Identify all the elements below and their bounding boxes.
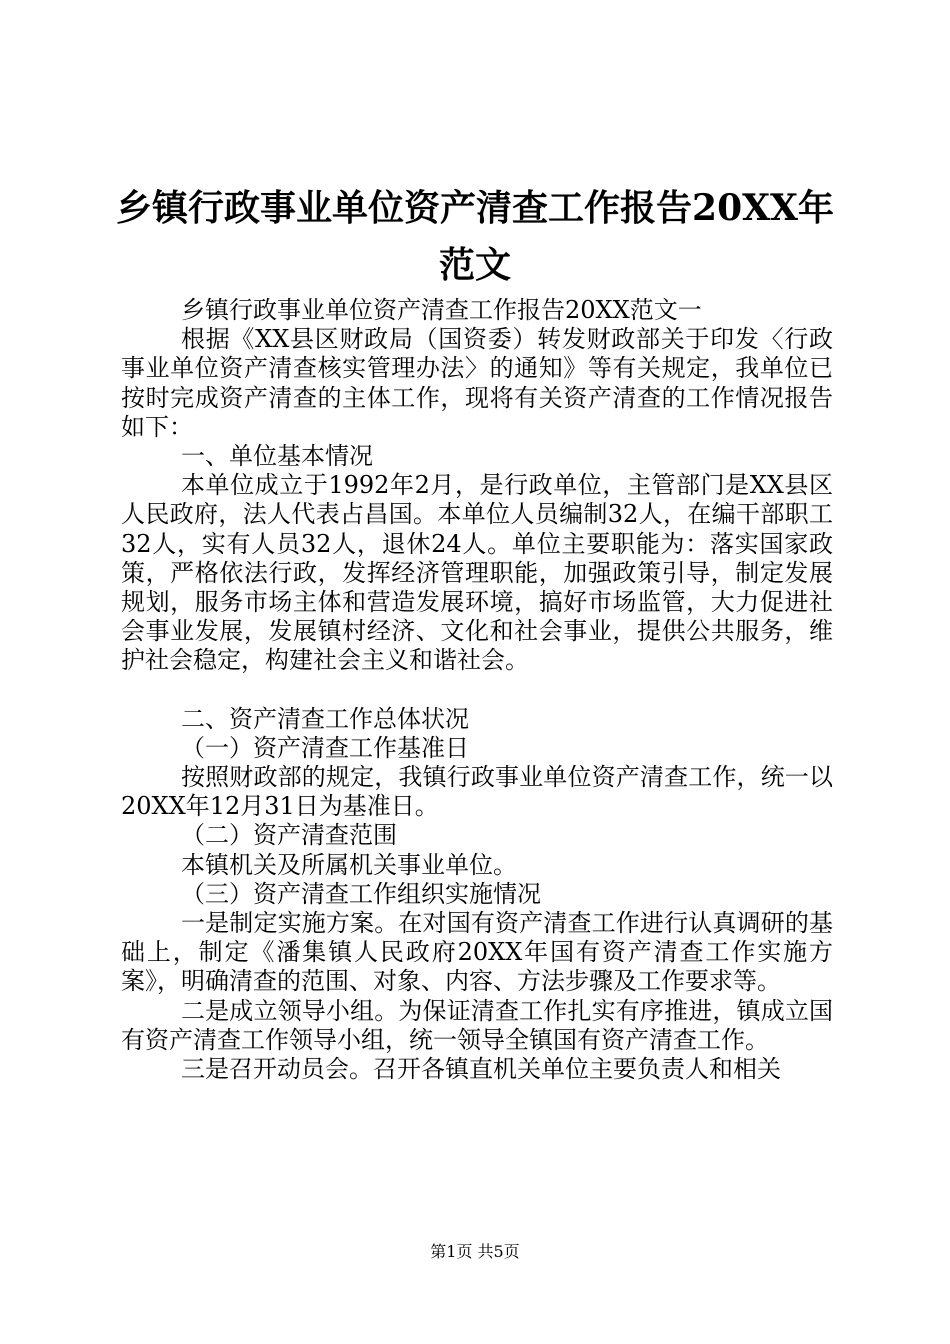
subsection-heading-1: （一）资产清查工作基准日	[181, 733, 469, 762]
page-footer: 第1页 共5页	[430, 1242, 520, 1261]
intro-paragraph: 根据《XX县区财政局（国资委）转发财政部关于印发〈行政事业单位资产清查核实管理办法〉的通知》等有关规定，我单位已按时完成资产清查的主体工作，现将有关资产清查的工作情况报告如下：	[121, 325, 833, 441]
subtitle-paragraph: 乡镇行政事业单位资产清查工作报告20XX范文一	[181, 296, 702, 324]
base-date-paragraph: 按照财政部的规定，我镇行政事业单位资产清查工作，统一以20XX年12月31日为基准日。	[121, 763, 833, 821]
meeting-paragraph: 三是召开动员会。召开各镇直机关单位主要负责人和相关	[181, 1055, 781, 1084]
paragraph-gap	[121, 676, 833, 705]
document-title-line1: 乡镇行政事业单位资产清查工作报告20XX年	[116, 187, 834, 229]
basic-info-paragraph: 本单位成立于1992年2月，是行政单位，主管部门是XX县区人民政府，法人代表占昌国。本单位人员编制32人，在编干部职工32人，实有人员32人，退休24人。单位主要职能为：落实国家政策，严格依法行政，发挥经济管理职能，加强政策引导，制定发展规划，服务市场主体和营造发展环境，搞好市场监管，大力促进社会事业发展，发展镇村经济、文化和社会事业，提供公共服务，维护社会稳定，构建社会主义和谐社会。	[121, 471, 833, 675]
plan-paragraph: 一是制定实施方案。在对国有资产清查工作进行认真调研的基础上，制定《潘集镇人民政府20XX年国有资产清查工作实施方案》，明确清查的范围、对象、内容、方法步骤及工作要求等。	[121, 909, 833, 996]
subsection-heading-3: （三）资产清查工作组织实施情况	[181, 879, 541, 908]
document-body	[121, 296, 833, 1084]
section-heading-2: 二、资产清查工作总体状况	[181, 704, 469, 733]
document-title-line2: 范文	[438, 244, 511, 286]
section-heading-1: 一、单位基本情况	[181, 442, 373, 471]
scope-paragraph: 本镇机关及所属机关事业单位。	[181, 850, 517, 879]
subsection-heading-2: （二）资产清查范围	[181, 821, 397, 850]
leadership-paragraph: 二是成立领导小组。为保证清查工作扎实有序推进，镇成立国有资产清查工作领导小组，统一领导全镇国有资产清查工作。	[121, 996, 833, 1054]
